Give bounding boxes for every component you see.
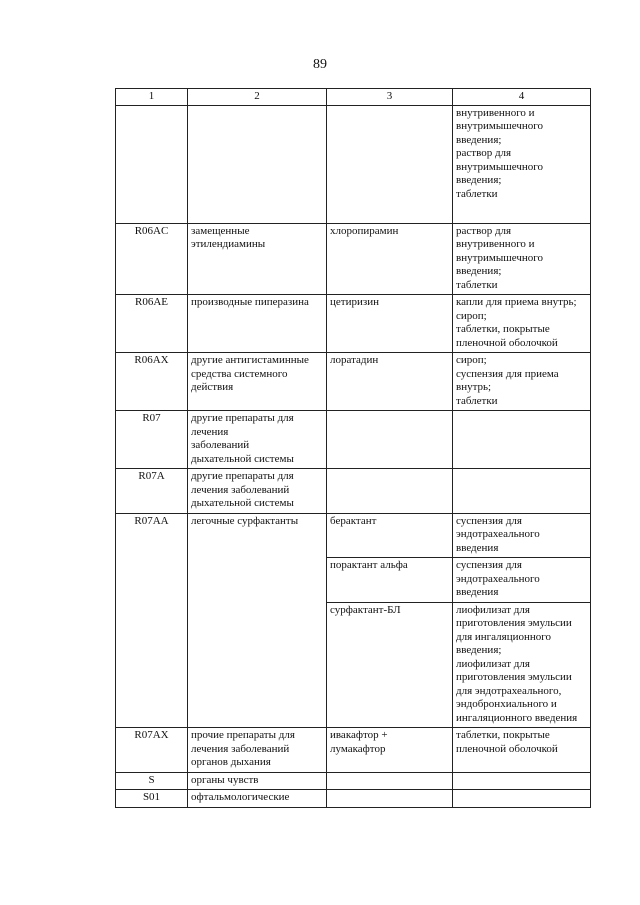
- group-line: прочие препараты для: [191, 729, 295, 741]
- forms-line: внутримышечного: [456, 160, 543, 173]
- header-cell: 1: [116, 89, 188, 106]
- forms-line: введения;: [456, 174, 502, 186]
- code-cell: R06AC: [116, 223, 188, 295]
- group-cell: [188, 353, 327, 411]
- drug-cell: [327, 223, 453, 295]
- drug-line: сурфактант-БЛ: [330, 603, 401, 616]
- table-row: [116, 772, 591, 790]
- code-cell: R06AE: [116, 295, 188, 353]
- group-cell: [188, 469, 327, 514]
- group-line: органы чувств: [191, 773, 259, 786]
- forms-cell: [453, 772, 591, 790]
- group-line: офтальмологические: [191, 791, 290, 803]
- forms-line: для эндотрахеального,: [456, 684, 562, 697]
- group-line: производные пиперазина: [191, 296, 309, 308]
- forms-line: суспензия для: [456, 559, 522, 571]
- drug-cell: [327, 295, 453, 353]
- group-line: дыхательной системы: [191, 452, 294, 465]
- forms-line: введения: [456, 541, 499, 554]
- forms-line: внутривенного и: [456, 106, 535, 119]
- table-row: [116, 728, 591, 773]
- table-row: [116, 295, 591, 353]
- forms-line: внутримышечного: [456, 251, 543, 264]
- group-cell: [188, 105, 327, 223]
- table-row: [116, 411, 591, 469]
- header-cell: 3: [327, 89, 453, 106]
- code-cell: S: [116, 772, 188, 790]
- drug-line: порактант альфа: [330, 559, 408, 571]
- code-cell: S01: [116, 790, 188, 808]
- code-cell: R07A: [116, 469, 188, 514]
- group-cell: [188, 790, 327, 808]
- forms-line: раствор для: [456, 147, 512, 159]
- forms-line: лиофилизат для: [456, 657, 530, 670]
- table-row: [116, 790, 591, 808]
- forms-cell: [453, 513, 591, 558]
- forms-line: введения: [456, 586, 499, 598]
- forms-cell: [453, 469, 591, 514]
- forms-line: таблетки: [456, 394, 498, 407]
- code-cell: R06AX: [116, 353, 188, 411]
- table-row: [116, 469, 591, 514]
- forms-line: введения;: [456, 265, 502, 277]
- header-cell: 2: [188, 89, 327, 106]
- page-number: 89: [313, 57, 327, 72]
- forms-line: таблетки, покрытые: [456, 323, 550, 335]
- forms-line: раствор для: [456, 224, 512, 237]
- drug-line: хлоропирамин: [330, 224, 399, 237]
- forms-cell: [453, 295, 591, 353]
- code-cell: R07AX: [116, 728, 188, 773]
- forms-line: приготовления эмульсии: [456, 671, 572, 683]
- group-line: этилендиамины: [191, 238, 266, 250]
- table-row: [116, 105, 591, 223]
- group-line: дыхательной системы: [191, 497, 294, 509]
- forms-line: пленочной оболочкой: [456, 742, 558, 755]
- drug-cell: [327, 602, 453, 728]
- forms-line: капли для приема внутрь;: [456, 296, 577, 308]
- forms-line: приготовления эмульсии: [456, 617, 572, 629]
- forms-line: пленочной оболочкой: [456, 336, 558, 349]
- group-line: лечения заболеваний: [191, 742, 290, 755]
- forms-line: суспензия для: [456, 514, 522, 527]
- forms-cell: [453, 105, 591, 223]
- header-cell: 4: [453, 89, 591, 106]
- group-line: замещенные: [191, 224, 250, 237]
- drug-line: цетиризин: [330, 296, 379, 308]
- forms-line: внутримышечного: [456, 120, 543, 132]
- forms-line: эндотрахеального: [456, 572, 540, 585]
- forms-line: эндотрахеального: [456, 528, 540, 540]
- forms-line: таблетки: [456, 187, 498, 200]
- forms-cell: [453, 223, 591, 295]
- forms-cell: [453, 558, 591, 603]
- table-row: [116, 353, 591, 411]
- drug-cell: [327, 558, 453, 603]
- forms-cell: [453, 602, 591, 728]
- forms-line: введения;: [456, 644, 502, 656]
- forms-line: введения;: [456, 133, 502, 146]
- group-cell: [188, 411, 327, 469]
- drug-cell: [327, 513, 453, 558]
- group-cell: [188, 223, 327, 295]
- group-line: средства системного: [191, 367, 288, 380]
- group-cell: [188, 513, 327, 728]
- forms-line: внутрь;: [456, 381, 492, 393]
- group-line: заболеваний: [191, 439, 250, 451]
- forms-line: таблетки: [456, 278, 498, 291]
- group-cell: [188, 772, 327, 790]
- forms-line: эндобронхиального и: [456, 698, 557, 710]
- drug-cell: [327, 790, 453, 808]
- forms-line: сироп;: [456, 354, 487, 366]
- group-line: другие антигистаминные: [191, 354, 309, 366]
- forms-cell: [453, 728, 591, 773]
- drug-line: лумакафтор: [330, 742, 386, 755]
- drug-line: ивакафтор +: [330, 729, 388, 741]
- group-line: легочные сурфактанты: [191, 514, 299, 527]
- forms-line: для ингаляционного: [456, 630, 551, 643]
- group-line: другие препараты для: [191, 412, 294, 424]
- drug-cell: [327, 772, 453, 790]
- forms-line: таблетки, покрытые: [456, 729, 550, 741]
- code-cell: [116, 105, 188, 223]
- drug-cell: [327, 469, 453, 514]
- group-line: действия: [191, 381, 234, 393]
- group-line: лечения заболеваний: [191, 483, 290, 496]
- group-line: лечения: [191, 425, 229, 438]
- forms-cell: [453, 353, 591, 411]
- code-cell: R07AA: [116, 513, 188, 728]
- forms-cell: [453, 411, 591, 469]
- drug-cell: [327, 353, 453, 411]
- forms-line: сироп;: [456, 309, 487, 322]
- drug-cell: [327, 411, 453, 469]
- forms-line: внутривенного и: [456, 238, 535, 250]
- table-row: [116, 513, 591, 558]
- table-row: [116, 223, 591, 295]
- group-cell: [188, 728, 327, 773]
- drug-table: [115, 88, 591, 808]
- forms-line: лиофилизат для: [456, 603, 530, 616]
- drug-cell: [327, 105, 453, 223]
- group-cell: [188, 295, 327, 353]
- code-cell: R07: [116, 411, 188, 469]
- forms-cell: [453, 790, 591, 808]
- drug-cell: [327, 728, 453, 773]
- group-line: другие препараты для: [191, 470, 294, 482]
- drug-line: лоратадин: [330, 354, 379, 366]
- group-line: органов дыхания: [191, 756, 271, 768]
- forms-line: ингаляционного введения: [456, 711, 578, 724]
- table-header-row: [116, 89, 591, 106]
- drug-line: берактант: [330, 514, 377, 527]
- forms-line: суспензия для приема: [456, 367, 559, 380]
